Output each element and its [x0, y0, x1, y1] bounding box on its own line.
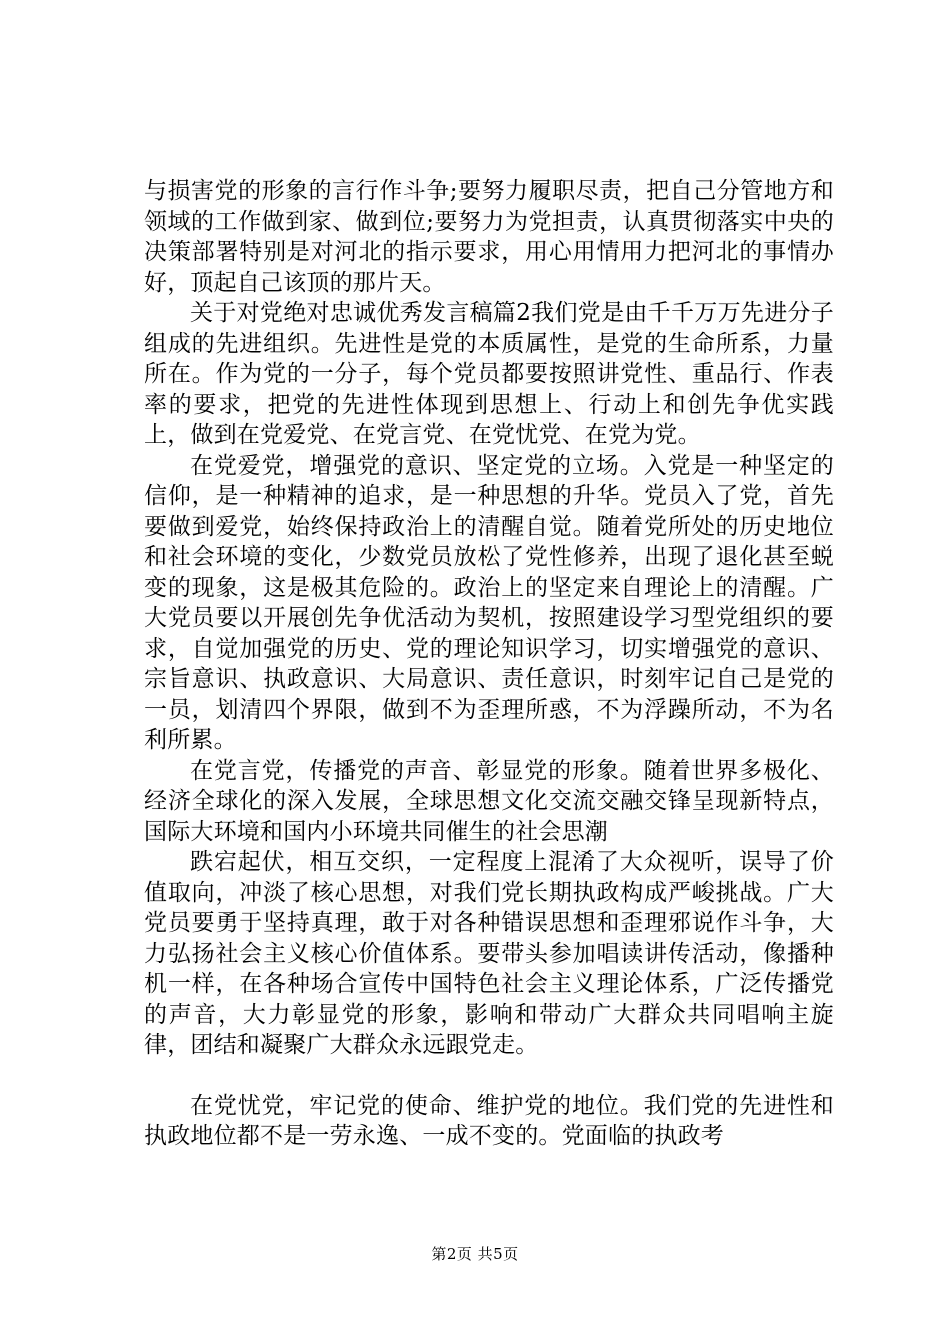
paragraph-5: 跌宕起伏，相互交织，一定程度上混淆了大众视听，误导了价值取向，冲淡了核心思想，对我们党长期执政构成严峻挑战。广大党员要勇于坚持真理，敢于对各种错误思想和歪理邪说作斗争，大力弘扬社会主义核心价值体系。要带头参加唱读讲传活动，像播种机一样，在各种场合宣传中国特色社会主义理论体系，广泛传播党的声音，大力彰显党的形象，影响和带动广大群众共同唱响主旋律，团结和凝聚广大群众永远跟党走。	[144, 849, 834, 1058]
document-body	[144, 176, 834, 1152]
paragraph-3: 在党爱党，增强党的意识、坚定党的立场。入党是一种坚定的信仰，是一种精神的追求，是一种思想的升华。党员入了党，首先要做到爱党，始终保持政治上的清醒自觉。随着党所处的历史地位和社会环境的变化，少数党员放松了党性修养，出现了退化甚至蜕变的现象，这是极其危险的。政治上的坚定来自理论上的清醒。广大党员要以开展创先争优活动为契机，按照建设学习型党组织的要求，自觉加强党的历史、党的理论知识学习，切实增强党的意识、宗旨意识、执政意识、大局意识、责任意识，时刻牢记自己是党的一员，划清四个界限，做到不为歪理所惑，不为浮躁所动，不为名利所累。	[144, 452, 834, 753]
page-number-footer: 第2页 共5页	[431, 1245, 519, 1263]
paragraph-4: 在党言党，传播党的声音、彰显党的形象。随着世界多极化、经济全球化的深入发展，全球思想文化交流交融交锋呈现新特点，国际大环境和国内小环境共同催生的社会思潮	[144, 757, 834, 845]
paragraph-6: 在党忧党，牢记党的使命、维护党的地位。我们党的先进性和执政地位都不是一劳永逸、一成不变的。党面临的执政考	[144, 1092, 834, 1149]
paragraph-1: 与损害党的形象的言行作斗争;要努力履职尽责，把自己分管地方和领域的工作做到家、做到位;要努力为党担责，认真贯彻落实中央的决策部署特别是对河北的指示要求，用心用情用力把河北的事情办好，顶起自己该顶的那片天。	[144, 178, 834, 296]
paragraph-2: 关于对党绝对忠诚优秀发言稿篇2我们党是由千千万万先进分子组成的先进组织。先进性是党的本质属性，是党的生命所系，力量所在。作为党的一分子，每个党员都要按照讲党性、重品行、作表率的要求，把党的先进性体现到思想上、行动上和创先争优实践上，做到在党爱党、在党言党、在党忧党、在党为党。	[144, 300, 834, 448]
paragraph-spacer	[144, 1061, 834, 1091]
